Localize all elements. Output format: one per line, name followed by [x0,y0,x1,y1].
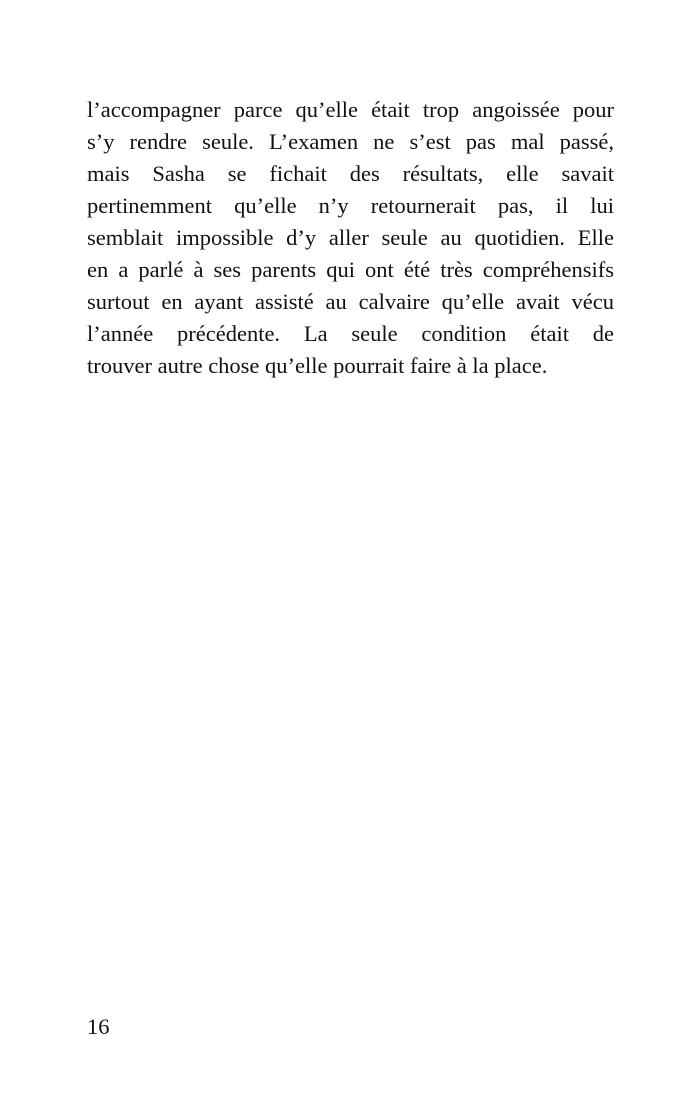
text-line: pertinemment qu’elle n’y retournerait pas, il lui [87,193,614,218]
page-number: 16 [87,1014,110,1039]
text-line: mais Sasha se fichait des résultats, elle savait [87,161,614,186]
text-line: s’y rendre seule. L’examen ne s’est pas mal passé, [87,129,614,154]
text-line: semblait impossible d’y aller seule au quotidien. Elle [87,225,614,250]
text-line: l’accompagner parce qu’elle était trop angoissée pour [87,97,614,122]
text-line: l’année précédente. La seule condition était de [87,321,614,346]
text-line: surtout en ayant assisté au calvaire qu’elle avait vécu [87,289,614,314]
text-line: trouver autre chose qu’elle pourrait faire à la place. [87,353,548,378]
body-paragraph [87,94,614,382]
text-line: en a parlé à ses parents qui ont été très compréhensifs [87,257,614,282]
